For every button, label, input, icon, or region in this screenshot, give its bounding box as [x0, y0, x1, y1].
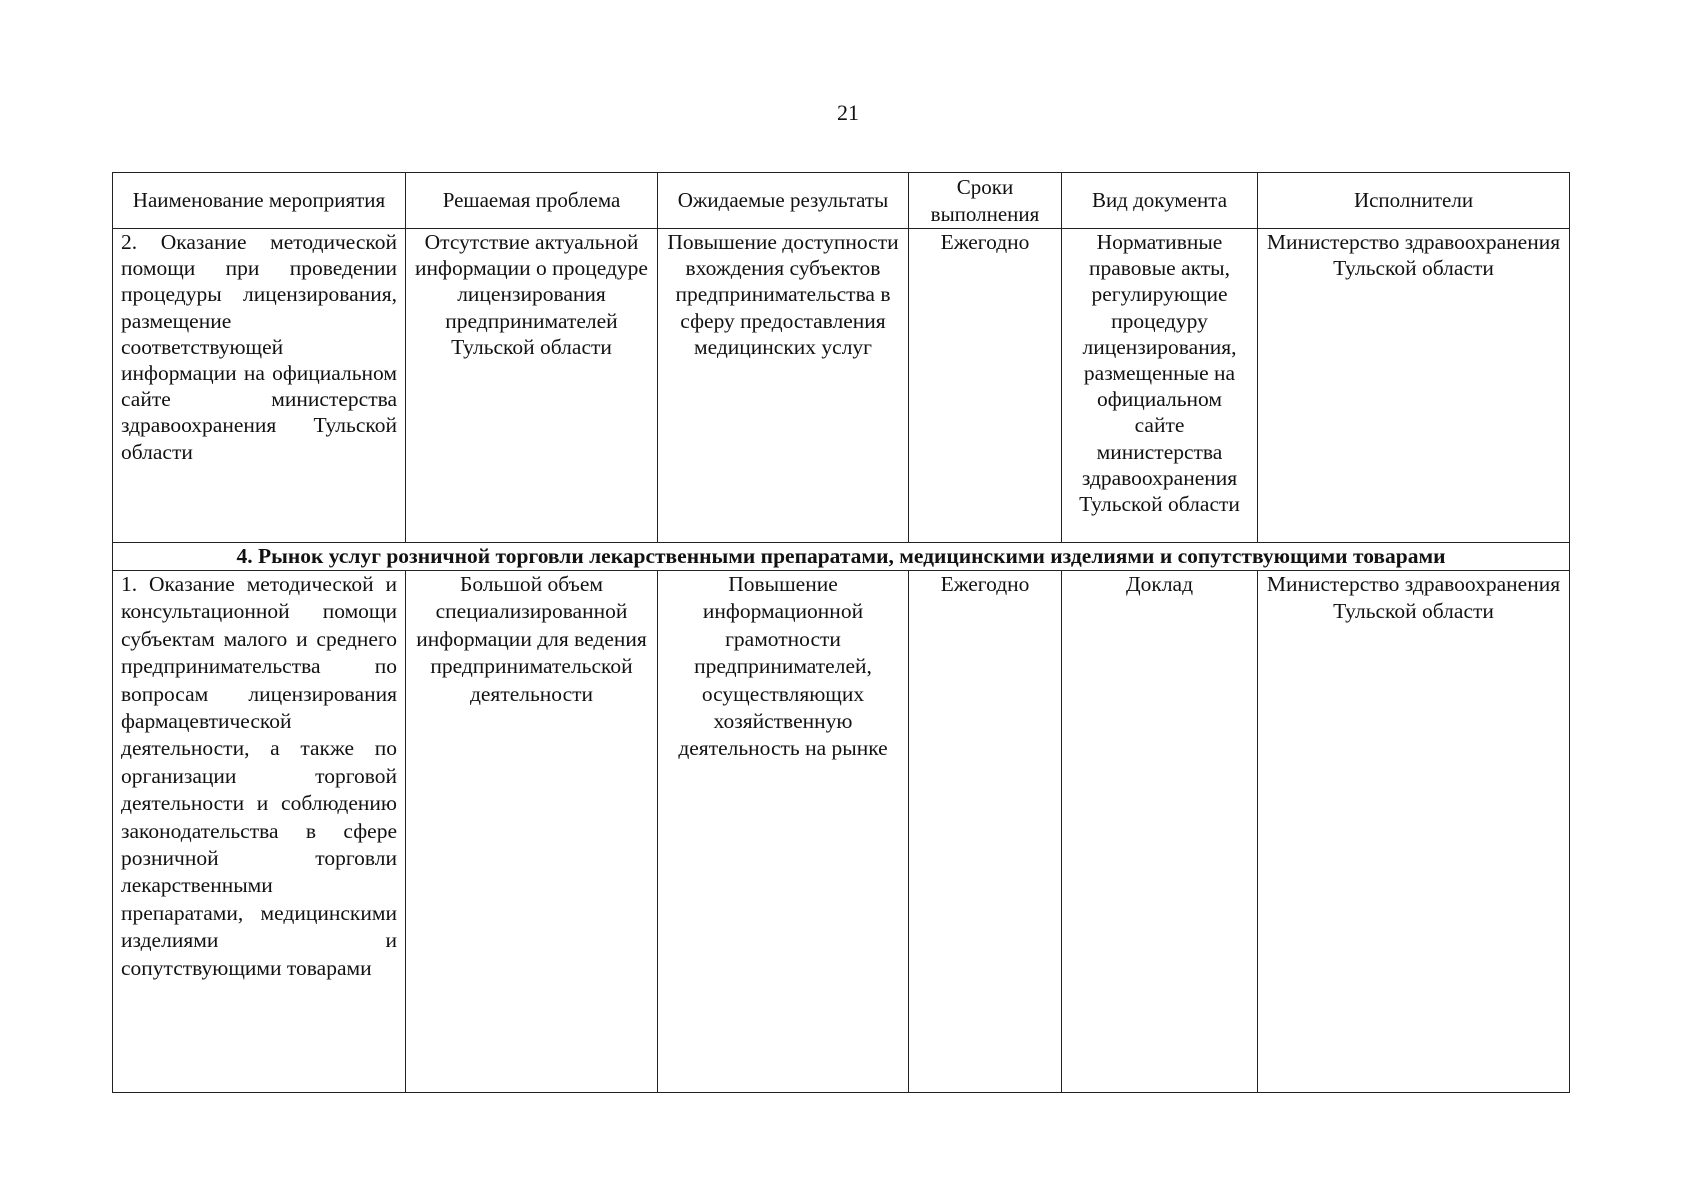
- table-row: [113, 229, 1570, 543]
- page-number: 21: [837, 100, 859, 125]
- table-header-row: [113, 173, 1570, 229]
- section-title: 4. Рынок услуг розничной торговли лекарственными препаратами, медицинскими изделиями и сопутствующими товарами: [113, 543, 1570, 571]
- header-executors: Исполнители: [1258, 173, 1570, 229]
- header-deadline: Сроки выполнения: [909, 173, 1062, 229]
- row2-problem: Большой объем специализированной информации для ведения предпринимательской деятельности: [406, 571, 658, 1093]
- header-document: Вид документа: [1062, 173, 1258, 229]
- row1-document: Нормативные правовые акты, регулирующие процедуру лицензирования, размещенные на официальном сайте министерства здравоохранения Тульской области: [1062, 229, 1258, 543]
- row1-deadline: Ежегодно: [909, 229, 1062, 543]
- row2-results: Повышение информационной грамотности предпринимателей, осуществляющих хозяйственную деятельность на рынке: [658, 571, 909, 1093]
- header-problem: Решаемая проблема: [406, 173, 658, 229]
- row2-deadline: Ежегодно: [909, 571, 1062, 1093]
- row1-results: Повышение доступности вхождения субъектов предпринимательства в сферу предоставления медицинских услуг: [658, 229, 909, 543]
- header-results: Ожидаемые результаты: [658, 173, 909, 229]
- header-measure: Наименование мероприятия: [113, 173, 406, 229]
- row1-executors: Министерство здравоохранения Тульской области: [1258, 229, 1570, 543]
- row1-measure: 2. Оказание методической помощи при проведении процедуры лицензирования, размещение соответствующей информации на официальном сайте министерства здравоохранения Тульской области: [113, 229, 406, 543]
- measures-table: [112, 172, 1570, 1093]
- section-row: [113, 543, 1570, 571]
- row1-problem: Отсутствие актуальной информации о процедуре лицензирования предпринимателей Тульской области: [406, 229, 658, 543]
- table-row: [113, 571, 1570, 1093]
- row2-measure: 1. Оказание методической и консультационной помощи субъектам малого и среднего предпринимательства по вопросам лицензирования фармацевтической деятельности, а также по организации торговой деятельности и соблюдению законодательства в сфере розничной торговли лекарственными препаратами, медицинскими изделиями и сопутствующими товарами: [113, 571, 406, 1093]
- row2-document: Доклад: [1062, 571, 1258, 1093]
- row2-executors: Министерство здравоохранения Тульской области: [1258, 571, 1570, 1093]
